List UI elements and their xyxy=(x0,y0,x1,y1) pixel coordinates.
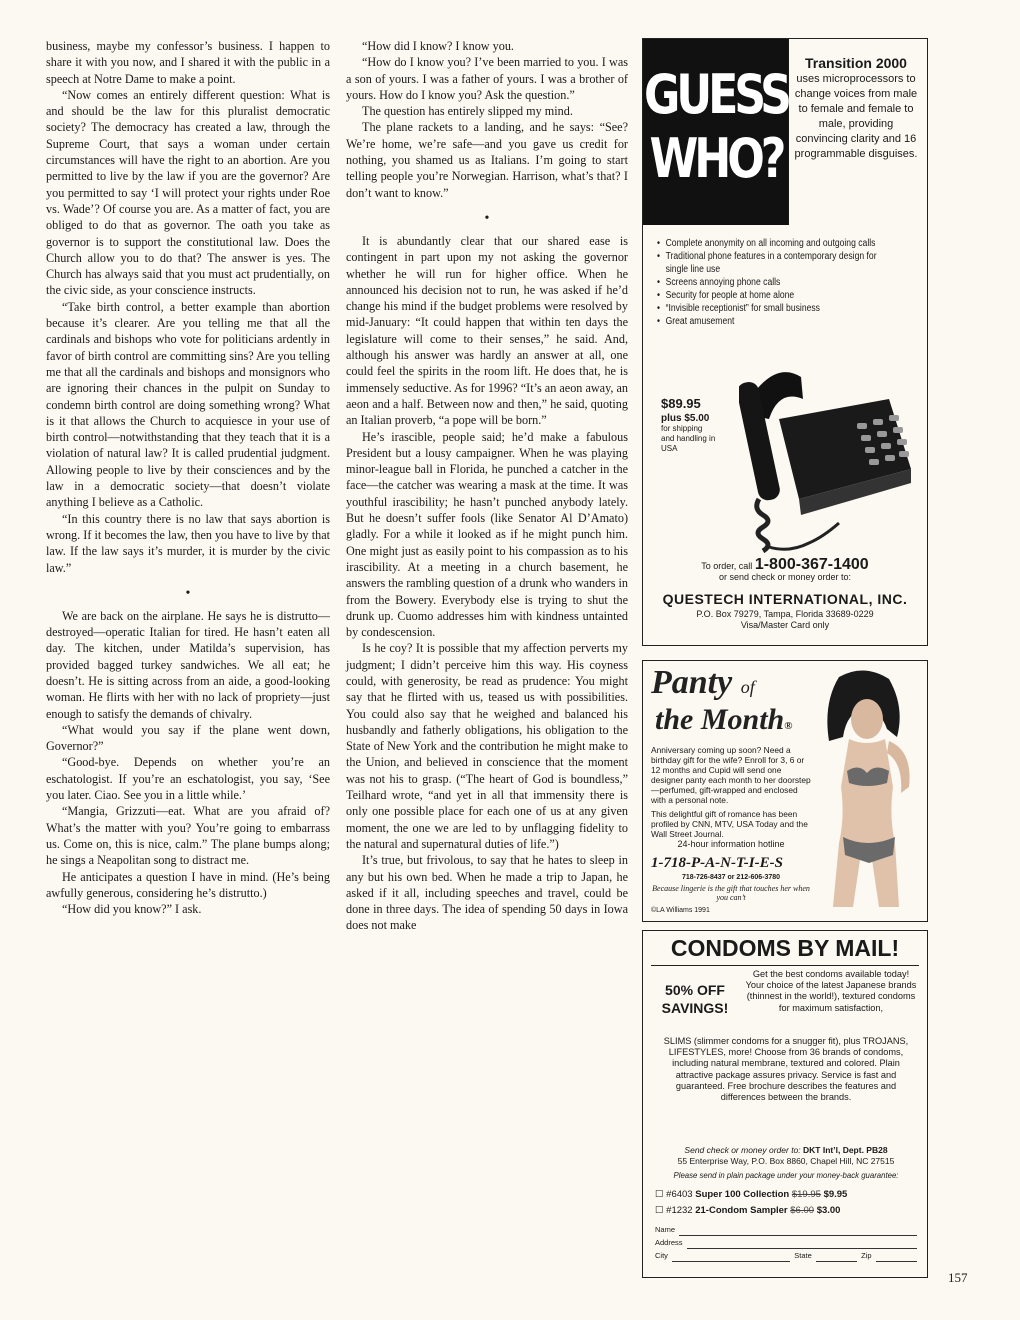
feature-item: • Great amusement xyxy=(657,315,889,328)
company-address: P.O. Box 79279, Tampa, Florida 33689-0229 Visa/Master Card only xyxy=(696,609,874,630)
discount-offer: 50% OFF SAVINGS! xyxy=(661,982,729,1016)
feature-item: • Screens annoying phone calls xyxy=(657,276,889,289)
feature-item: • Traditional phone features in a contemporary design for single line use xyxy=(657,250,889,276)
condoms-headline: CONDOMS BY MAIL! xyxy=(670,935,900,961)
telephone-image xyxy=(739,359,915,559)
paragraph: “Take birth control, a better example than abortion because it’s clearer. Are you telling me that all the cardinals and bishops who vote for politicians ardently in favor of birth control are committing sins? Are you telling me that all the cardinals and bishops and monsignors who are ignoring their chances in the pulpit on Sunday to condemn birth control are doing something wrong? What is it that allows the Church to acquiesce in your use of birth control—notwithstanding that they teach that it is a violation of natural law? It is called prudential judgment. Allowing people to live by their consciences and by the law in a democratic society—that doesn’t violate anything I believe as a Catholic. xyxy=(46,299,330,510)
paragraph: The question has entirely slipped my mind. xyxy=(362,104,573,119)
condoms-by-mail-ad xyxy=(642,930,928,1278)
shipping-note: for shipping and handling in USA xyxy=(661,424,716,453)
checkbox-icon[interactable]: ☐ xyxy=(655,1189,664,1200)
paragraph: It is abundantly clear that our shared ease is contingent in part upon my not asking the governor whether he will run for higher office. When he announced his decision not to run, he was asked if he’d change his mind if the budget problems were resolved by mid-January: “It could happen that within ten days the legislature will come to their senses,” he said. And, although his answer was hardly an answer at all, one could feel the spirits in the room lift. He does that, he is immensely seductive. As for 1996? “It’s an aeon away, an aeon and a half. Between now and then,” he said, quoting an Italian proverb, “a pope will be born.” xyxy=(346,233,628,428)
company-name: QUESTECH INTERNATIONAL, INC. xyxy=(662,591,908,607)
mailing-address: Send check or money order to: DKT Int’l, Dept. PB28 55 Enterprise Way, P.O. Box 8860, Chapel Hill, NC 27515 xyxy=(677,1145,895,1166)
checkbox-icon[interactable]: ☐ xyxy=(655,1205,664,1216)
divider xyxy=(651,965,919,966)
address-field[interactable] xyxy=(687,1239,917,1249)
paragraph: He’s irascible, people said; he’d make a fabulous President but a lousy campaigner. When he was playing minor-league ball in Florida, he punched a catcher in the face—the catcher was wearing a mask at the time. It was youthful irascibility; he hasn’t punched anybody lately. But he doesn’t suffer fools (like Senator Al D’Amato) gladly. For a while it looked as if he might punch him. One might just as easily point to his compassion as to his irascibility. At a meeting in a church basement, he answers the rambling question of a drunk who wanders in from the Bowery. Everybody else is trying to shut the drunk up. Cuomo addresses him with kindness untainted by condescension. xyxy=(346,429,628,640)
model-photo xyxy=(809,667,921,913)
order-option[interactable]: ☐ #1232 21-Condom Sampler $6.00 $3.00 xyxy=(655,1205,841,1216)
feature-item: • Security for people at home alone xyxy=(657,289,889,302)
paragraph: “In this country there is no law that says abortion is wrong. If it becomes the law, then you have to live by that law. If the law says it’s murder, it is murder by the civic law.” xyxy=(46,511,330,575)
feature-item: • Complete anonymity on all incoming and outgoing calls xyxy=(657,237,889,250)
paragraph: “Mangia, Grizzuti—eat. What are you afraid of? What’s the matter with you? You’re going to embarrass us. Come on, this is nice, calm.” The plane bumps along; he sings a Neapolitan song to distract me. xyxy=(46,804,330,868)
condoms-body-continued: SLIMS (slimmer condoms for a snugger fit), plus TROJANS, LIFESTYLES, more! Choose from 36 brands of condoms, including natural membrane, textured and colored. Plain attractive package assures privacy. Service is fast and guaranteed. Free brochure describes the features and differences between the brands. xyxy=(663,1036,909,1103)
panty-ad-body: Anniversary coming up soon? Need a birthday gift for the wife? Enroll for 3, 6 or 12 months and Cupid will send one designer panty each month to her doorstep—perfumed, gift-wrapped and enclosed with a personal note. This delightful gift of romance has been profiled by CNN, MTV, USA Today and the Wall Street Journal. 24-hour information hotline xyxy=(651,745,811,849)
name-field[interactable] xyxy=(679,1226,917,1236)
plain-package-note: Please send in plain package under your money-back guarantee: xyxy=(673,1171,899,1180)
city-field[interactable] xyxy=(672,1252,790,1262)
panty-phone: 1-718-P-A-N-T-I-E-S xyxy=(651,855,783,871)
article-column-2 xyxy=(346,38,628,934)
order-info: To order, call 1-800-367-1400 or send check or money order to: xyxy=(701,556,869,582)
paragraph: “How did you know?” I ask. xyxy=(62,902,202,917)
product-name: Transition 2000 xyxy=(805,55,907,71)
product-description: Transition 2000 uses microprocessors to change voices from male to female and female to male, providing convincing clarity and 16 programmable disguises. xyxy=(794,55,918,160)
order-phone: 1-800-367-1400 xyxy=(754,556,869,573)
panty-title: Panty of the Month® xyxy=(651,664,793,736)
condoms-body: Get the best condoms available today! Your choice of the latest Japanese brands (thinnest in the world!), textured condoms for maximum satisfaction, xyxy=(745,969,917,1013)
panty-of-the-month-ad xyxy=(642,660,928,922)
shipping-price: plus $5.00 for shipping and handling in USA xyxy=(661,413,716,453)
price: $89.95 xyxy=(661,396,701,411)
order-form: Name Address City State Zip xyxy=(655,1223,917,1262)
registered-mark: ® xyxy=(784,720,793,732)
paragraph: Is he coy? It is possible that my affection perverts my judgment; I didn’t perceive him this way. His coyness could, with generosity, be read as prudence: You might say that he flirted with us, teased us with possibilities. You could also say that he weighed and balanced his husbandly and fatherly obligations, his obligation to the State of New York and the contribution he might make to the Union, and believed in conscience that the moment was not his to grasp. (“The heart of God is boundless,” Teilhard wrote, “and yet in all that immensity there is only one possible place for each one of us at any given moment, the one we are led to by unflagging fidelity to the natural and supernatural duties of life.”) xyxy=(346,641,628,851)
panty-fine-print: 718-726-8437 or 212-606-3780 Because lingerie is the gift that touches her when you can’t ©LA Williams 1991 xyxy=(651,874,810,914)
paragraph: It’s true, but frivolous, to say that he hates to sleep in any but his own bed. When he made a trip to Japan, he asked if it all, including speeches and travel, could be done in three days. The idea of spending 50 days in Iowa does not make xyxy=(346,853,628,933)
state-field[interactable] xyxy=(816,1252,857,1262)
paragraph: “Good-bye. Depends on whether you’re an eschatologist. If you’re an eschatologist, you say, ‘See you later. Ciao. See you in a little while.’ xyxy=(46,755,330,803)
feature-item: • “Invisible receptionist” for small business xyxy=(657,302,889,315)
section-separator: • xyxy=(185,585,191,601)
paragraph: business, maybe my confessor’s business. I happen to share it with you now, and I shared it with the public in a speech at Notre Dame to make a point. xyxy=(46,39,330,86)
order-option[interactable]: ☐ #6403 Super 100 Collection $19.95 $9.95 xyxy=(655,1189,848,1200)
page-number: 157 xyxy=(948,1270,968,1285)
paragraph: “What would you say if the plane went down, Governor?” xyxy=(46,722,330,754)
section-separator: • xyxy=(484,210,490,226)
article-column-1 xyxy=(46,38,330,917)
guess-who-headline: GUESS WHO? xyxy=(643,39,789,225)
paragraph: We are back on the airplane. He says he is distrutto—destroyed—operatic Italian for tired. He hasn’t eaten all day. The kitchen, under Matilda’s supervision, has provided bagged turkey sandwiches. We all eat; he doesn’t. He is sitting across from an aide, a good-looking woman. He flirts with her with no lack of propriety—just enough to satisfy the demands of chivalry. xyxy=(46,608,330,721)
paragraph: “How did I know? I know you. xyxy=(362,39,514,53)
order-options xyxy=(655,1187,917,1219)
feature-list xyxy=(657,237,889,328)
paragraph: The plane rackets to a landing, and he says: “See? We’re home, we’re safe—and you gave us credit for nothing, you shamed us as Italians. I’m going to start telling people you’re Norwegian. Harrison, what’s that? I don’t want to know.” xyxy=(346,120,628,200)
paragraph: “Now comes an entirely different question: What is and should be the law for this pluralist democratic society? The democracy has created a law, through the Supreme Court, that says a woman under certain circumstances will have the right to an abortion. Are you permitted to live by the law if you are the governor? Are you permitted to say ‘I will protect your rights under Roe vs. Wade’? Of course you are. As a matter of fact, you are obliged to do that as governor. The oath you take as governor is to support the constitutional law. Does the Church allow you to do that? The answer is yes. The Church has always said that you must act prudentially, on the civic side, as your conscience instructs. xyxy=(46,87,330,298)
zip-field[interactable] xyxy=(876,1252,917,1262)
guess-who-ad xyxy=(642,38,928,646)
paragraph: He anticipates a question I have in mind. (He’s being awfully generous, considering he’s distrutto.) xyxy=(46,869,330,900)
paragraph: “How do I know you? I’ve been married to you. I was a son of yours. I was a father of yours. I was a brother of yours. How do I know you? Ask the question.” xyxy=(346,55,628,102)
